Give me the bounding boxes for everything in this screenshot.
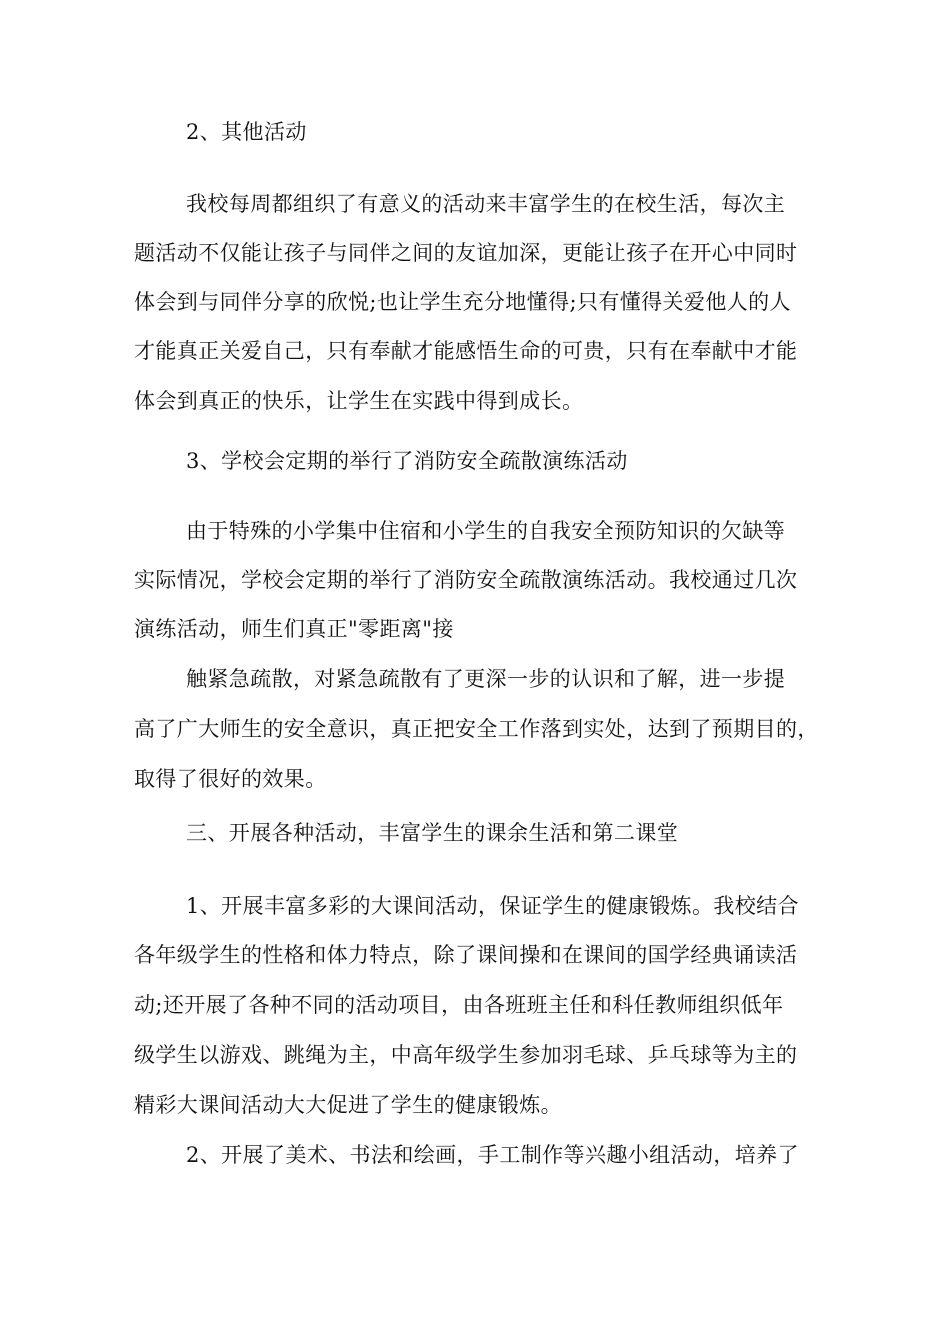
paragraph-line: 2、开展了美术、书法和绘画，手工制作等兴趣小组活动，培养了	[186, 1143, 799, 1167]
subheading-fire-drill: 3、学校会定期的举行了消防安全疏散演练活动	[186, 449, 628, 473]
section-heading-3: 三、开展各种活动，丰富学生的课余生活和第二课堂	[186, 821, 679, 845]
paragraph-line: 1、开展丰富多彩的大课间活动，保证学生的健康锻炼。我校结合	[186, 894, 799, 918]
paragraph-line: 级学生以游戏、跳绳为主，中高年级学生参加羽毛球、乒乓球等为主的	[134, 1043, 798, 1067]
paragraph-line: 精彩大课间活动大大促进了学生的健康锻炼。	[134, 1093, 562, 1117]
paragraph-line: 触紧急疏散，对紧急疏散有了更深一步的认识和了解，进一步提	[186, 667, 786, 691]
paragraph-line: 各年级学生的性格和体力特点，除了课间操和在课间的国学经典诵读活	[134, 943, 798, 967]
paragraph-line: 体会到与同伴分享的欣悦;也让学生充分地懂得;只有懂得关爱他人的人	[134, 290, 791, 314]
paragraph-line: 才能真正关爱自己，只有奉献才能感悟生命的可贵，只有在奉献中才能	[134, 339, 798, 363]
paragraph-line: 实际情况，学校会定期的举行了消防安全疏散演练活动。我校通过几次	[134, 568, 798, 592]
paragraph-line: 动;还开展了各种不同的活动项目，由各班班主任和科任教师组织低年	[134, 993, 784, 1017]
paragraph-line: 我校每周都组织了有意义的活动来丰富学生的在校生活，每次主	[186, 192, 786, 216]
paragraph-line: 演练活动，师生们真正"零距离"接	[134, 617, 454, 641]
paragraph-line: 由于特殊的小学集中住宿和小学生的自我安全预防知识的欠缺等	[186, 519, 786, 543]
paragraph-line: 取得了很好的效果。	[134, 767, 327, 791]
paragraph-line: 高了广大师生的安全意识，真正把安全工作落到实处，达到了预期目的，	[134, 717, 819, 741]
paragraph-line: 体会到真正的快乐，让学生在实践中得到成长。	[134, 389, 584, 413]
subheading-other-activities: 2、其他活动	[186, 120, 307, 144]
paragraph-line: 题活动不仅能让孩子与同伴之间的友谊加深，更能让孩子在开心中同时	[134, 241, 798, 265]
